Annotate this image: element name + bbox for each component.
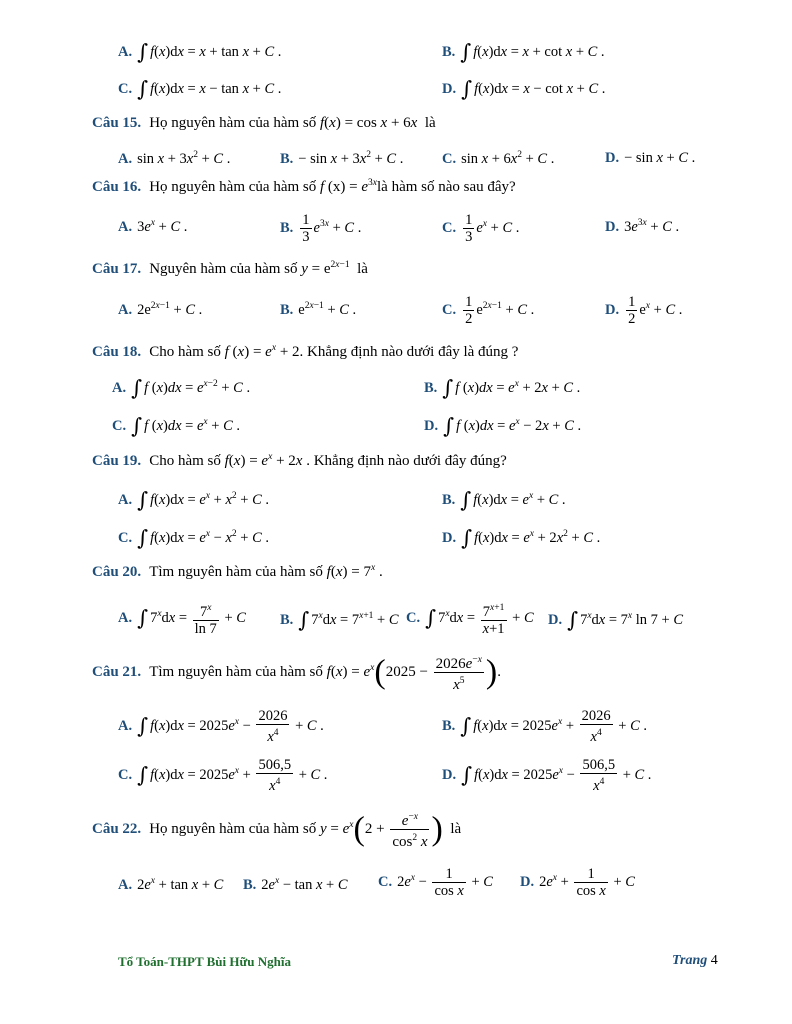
q20-option-a: A. ∫ $7^xdx$ = $\frac{7^x}{\ln 7}$ + C [118,600,246,637]
q17-option-b: B. $e^{2x-1} + C$ . [280,301,357,318]
q22-option-a: A. $2e^x + \tan x + C$ [118,876,224,893]
q14-option-d: D. ∫ f(x)dx = x − cot x + C . [442,77,606,101]
q15-option-c: C. $\sin x + 6x^2 + C$ . [442,150,555,167]
q14-option-c: C. ∫ f(x)dx = x − tan x + C . [118,77,282,101]
q22-option-c: C. $2e^x$ − $\frac{1}{\text{cos x}}$ + C [378,866,493,899]
q17-option-a: A. $2e^{2x-1} + C$ . [118,301,203,318]
q19-option-d: D. ∫ $f(x)dx = e^x + 2x^2 + C$ . [442,526,601,550]
question-15: Câu 15. Họ nguyên hàm của hàm số f(x) = cos x + 6x là [92,115,436,131]
q19-option-a: A. ∫ $f(x)dx = e^x + x^2 + C$ . [118,488,269,512]
q18-option-d: D. ∫ f $(x)dx = e^x - 2x + C$ . [424,414,582,438]
q16-option-a: A. $3e^x + C$ . [118,218,188,235]
q18-option-b: B. ∫ f $(x)dx = e^x + 2x + C$ . [424,376,581,400]
question-17: Câu 17. Nguyên hàm của hàm số $y = e^{2x-1}$ là [92,260,368,277]
q19-option-b: B. ∫ $f(x)dx = e^x + C$ . [442,488,566,512]
q15-option-d: D. − sin x + C . [605,150,696,166]
q18-option-a: A. ∫ f $(x)dx = e^{x-2} + C$ . [112,376,251,400]
q20-option-c: C. ∫ $7^xdx$ = $\frac{7^{x+1}}{x+1}$ + C [406,600,534,637]
q16-option-b: B. $\frac{1}{3}$ $e^{3x} + C$ . [280,212,362,245]
q16-option-c: C. $\frac{1}{3}$ $e^x + C$ . [442,212,520,245]
q21-option-c: C. ∫ $f(x)dx = 2025e^x$ + $\frac{506,5}{x^4}$ + C . [118,757,328,794]
q21-option-b: B. ∫ $f(x)dx = 2025e^x$ + $\frac{2026}{x^4}$ + C . [442,708,647,745]
question-19: Câu 19. Cho hàm số $f(x) = e^x + 2x$ . Khẳng định nào dưới đây đúng? [92,452,507,469]
question-22: Câu 22. Họ nguyên hàm của hàm số $y = e^x(2$ + $\frac{e^{-x}}{\cos^2 x}$ ) là [92,810,462,850]
q22-option-d: D. $2e^x$ + $\frac{1}{\text{cos x}}$ + C [520,866,635,899]
q22-option-b: B. $2e^x - \tan x + C$ [243,876,348,893]
q17-option-c: C. $\frac{1}{2}$ $e^{2x-1} + C$ . [442,294,535,327]
q19-option-c: C. ∫ $f(x)dx = e^x - x^2 + C$ . [118,526,269,550]
q15-option-b: B. − $\sin x + 3x^2 + C$ . [280,150,404,167]
question-18: Câu 18. Cho hàm số f $(x) = e^x + 2$. Khẳng định nào dưới đây là đúng ? [92,343,519,360]
q15-option-a: A. $\sin x + 3x^2 + C$ . [118,150,231,167]
footer-page-number: Trang 4 [672,953,718,968]
question-20: Câu 20. Tìm nguyên hàm của hàm số $f(x) = 7^x$ . [92,563,383,580]
q17-option-d: D. $\frac{1}{2}$ $e^x + C$ . [605,294,683,327]
q18-option-c: C. ∫ f $(x)dx = e^x + C$ . [112,414,240,438]
q21-option-d: D. ∫ $f(x)dx = 2025e^x$ − $\frac{506,5}{x^4}$ + C . [442,757,652,794]
question-21: Câu 21. Tìm nguyên hàm của hàm số $f(x) = e^x(2025$ − $\frac{2026e^{-x}}{x^5}$ ). [92,653,501,693]
q14-option-a: A. ∫ f(x)dx = x + tan x + C . [118,40,282,64]
q21-option-a: A. ∫ $f(x)dx = 2025e^x$ − $\frac{2026}{x^4}$ + C . [118,708,324,745]
footer-department: Tổ Toán-THPT Bùi Hữu Nghĩa [118,954,292,969]
q16-option-d: D. $3e^{3x} + C$ . [605,218,680,235]
q20-option-d: D. ∫ $7^xdx = 7^x$ ln 7 + C [548,608,684,632]
q20-option-b: B. ∫ $7^xdx = 7^{x+1} + C$ [280,608,399,632]
question-16: Câu 16. Họ nguyên hàm của hàm số f $(x) = e^{3x}là$ hàm số nào sau đây? [92,178,516,195]
q14-option-b: B. ∫ f(x)dx = x + cot x + C . [442,40,605,64]
